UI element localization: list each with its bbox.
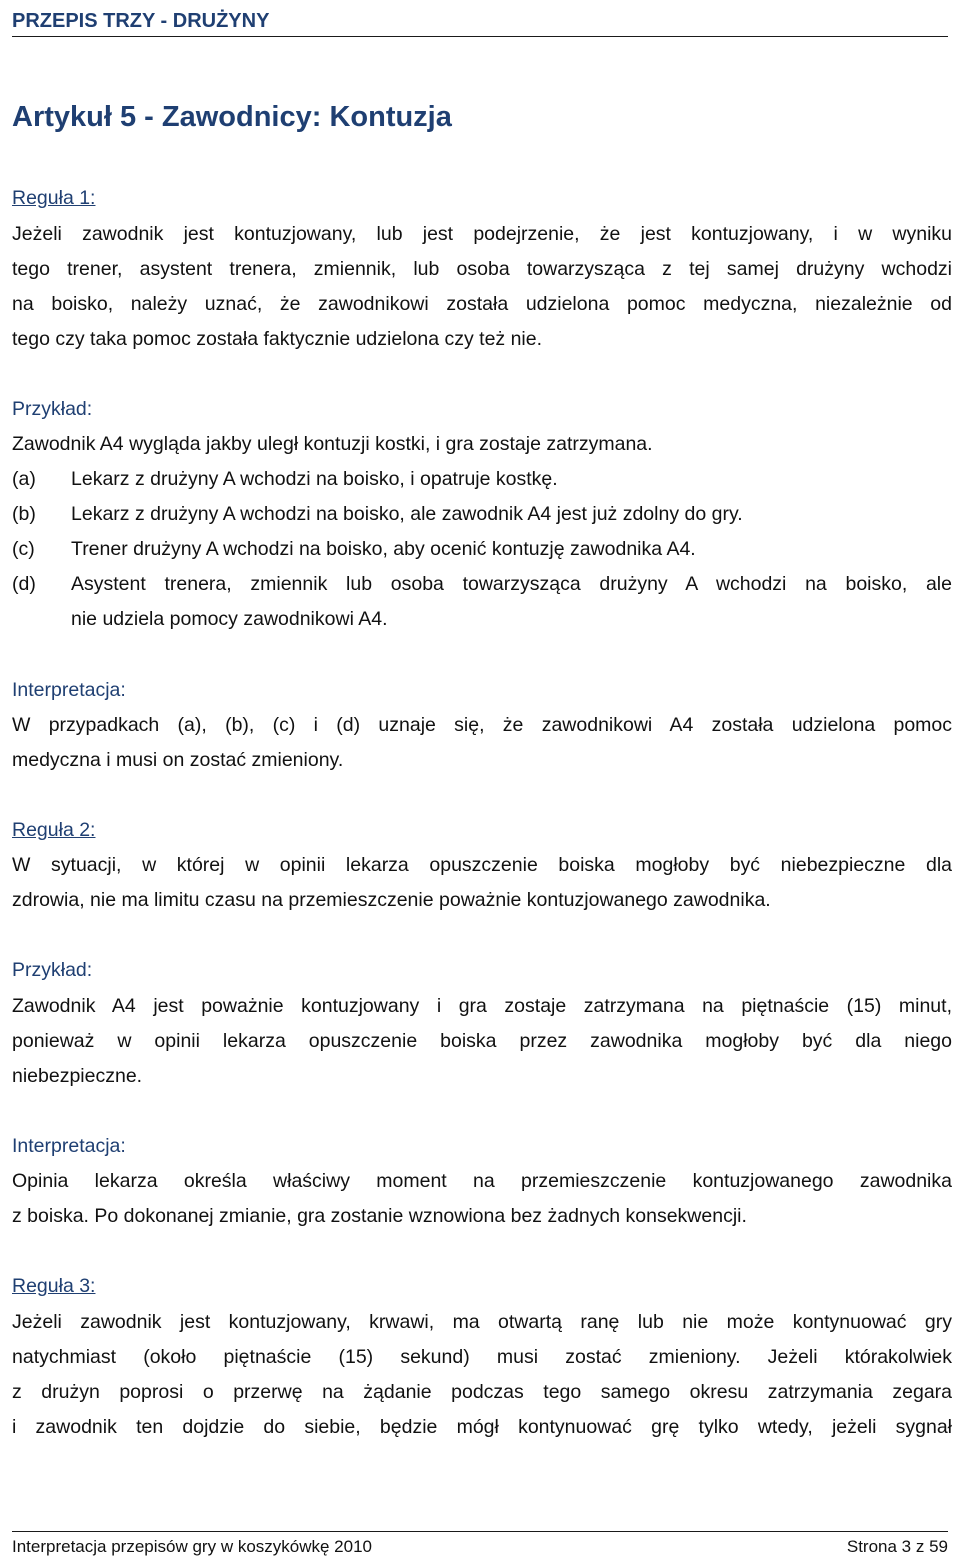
footer-document-title: Interpretacja przepisów gry w koszykówkę 2010 [12,1537,372,1556]
rule-3-line: z drużyn poprosi o przerwę na żądanie podczas tego samego okresu zatrzymania zegara [12,1381,952,1403]
rule-1-line: na boisko, należy uznać, że zawodnikowi została udzielona pomoc medyczna, niezależnie od [12,293,952,315]
rule-2-heading: Reguła 2: [12,819,96,841]
rule-2-interpretation-label: Interpretacja: [12,1135,126,1157]
rule-2-example-line: niebezpieczne. [12,1065,143,1087]
list-item-text: nie udziela pomocy zawodnikowi A4. [71,608,388,630]
rule-3-heading: Reguła 3: [12,1275,96,1297]
rule-1-heading: Reguła 1: [12,187,96,209]
rule-2-example-line: Zawodnik A4 jest poważnie kontuzjowany i gra zostaje zatrzymana na piętnaście (15) minut, [12,995,952,1017]
page-footer [12,1531,948,1562]
rule-2-line: zdrowia, nie ma limitu czasu na przemieszczenie poważnie kontuzjowanego zawodnika. [12,889,771,911]
article-title: Artykuł 5 - Zawodnicy: Kontuzja [12,101,452,133]
rule-3-line: natychmiast (około piętnaście (15) sekund) musi zostać zmieniony. Jeżeli którakolwiek [12,1346,952,1368]
rule-1-interpretation-line: medyczna i musi on zostać zmieniony. [12,749,344,771]
list-item-marker: (a) [12,468,36,490]
rule-2-example-line: ponieważ w opinii lekarza opuszczenie boiska przez zawodnika mogłoby być dla niego [12,1030,952,1052]
footer-page-number: Strona 3 z 59 [846,1537,948,1556]
list-item-marker: (c) [12,538,35,560]
list-item-text: Lekarz z drużyny A wchodzi na boisko, i opatruje kostkę. [71,468,558,490]
rule-1-interpretation-line: W przypadkach (a), (b), (c) i (d) uznaje się, że zawodnikowi A4 została udzielona pomoc [12,714,952,736]
rule-3-line: Jeżeli zawodnik jest kontuzjowany, krwawi, ma otwartą ranę lub nie może kontynuować gry [12,1311,952,1333]
rule-1-line: tego czy taka pomoc została faktycznie udzielona czy też nie. [12,328,543,350]
rule-2-line: W sytuacji, w której w opinii lekarza opuszczenie boiska mogłoby być niebezpieczne dla [12,854,952,876]
list-item-marker: (d) [12,573,36,595]
list-item-text: Asystent trenera, zmiennik lub osoba towarzysząca drużyny A wchodzi na boisko, ale [71,573,952,595]
list-item-marker: (b) [12,503,36,525]
rule-1-line: tego trener, asystent trenera, zmiennik, lub osoba towarzysząca z tej samej drużyny wchodzi [12,258,952,280]
rule-1-example-label: Przykład: [12,398,93,420]
rule-2-example-label: Przykład: [12,959,93,981]
rule-1-interpretation-label: Interpretacja: [12,679,126,701]
rule-2-interpretation-line: z boiska. Po dokonanej zmianie, gra zostanie wznowiona bez żadnych konsekwencji. [12,1205,747,1227]
rule-3-line: i zawodnik ten dojdzie do siebie, będzie mógł kontynuować grę tylko wtedy, jeżeli sygnał [12,1416,952,1438]
list-item-text: Lekarz z drużyny A wchodzi na boisko, ale zawodnik A4 jest już zdolny do gry. [71,503,743,525]
rule-1-line: Jeżeli zawodnik jest kontuzjowany, lub jest podejrzenie, że jest kontuzjowany, i w wyniku [12,223,952,245]
header-title: PRZEPIS TRZY - DRUŻYNY [12,10,270,32]
page-header [12,8,948,37]
rule-1-example-intro: Zawodnik A4 wygląda jakby uległ kontuzji kostki, i gra zostaje zatrzymana. [12,433,653,455]
list-item-text: Trener drużyny A wchodzi na boisko, aby ocenić kontuzję zawodnika A4. [71,538,696,560]
rule-2-interpretation-line: Opinia lekarza określa właściwy moment na przemieszczenie kontuzjowanego zawodnika [12,1170,952,1192]
